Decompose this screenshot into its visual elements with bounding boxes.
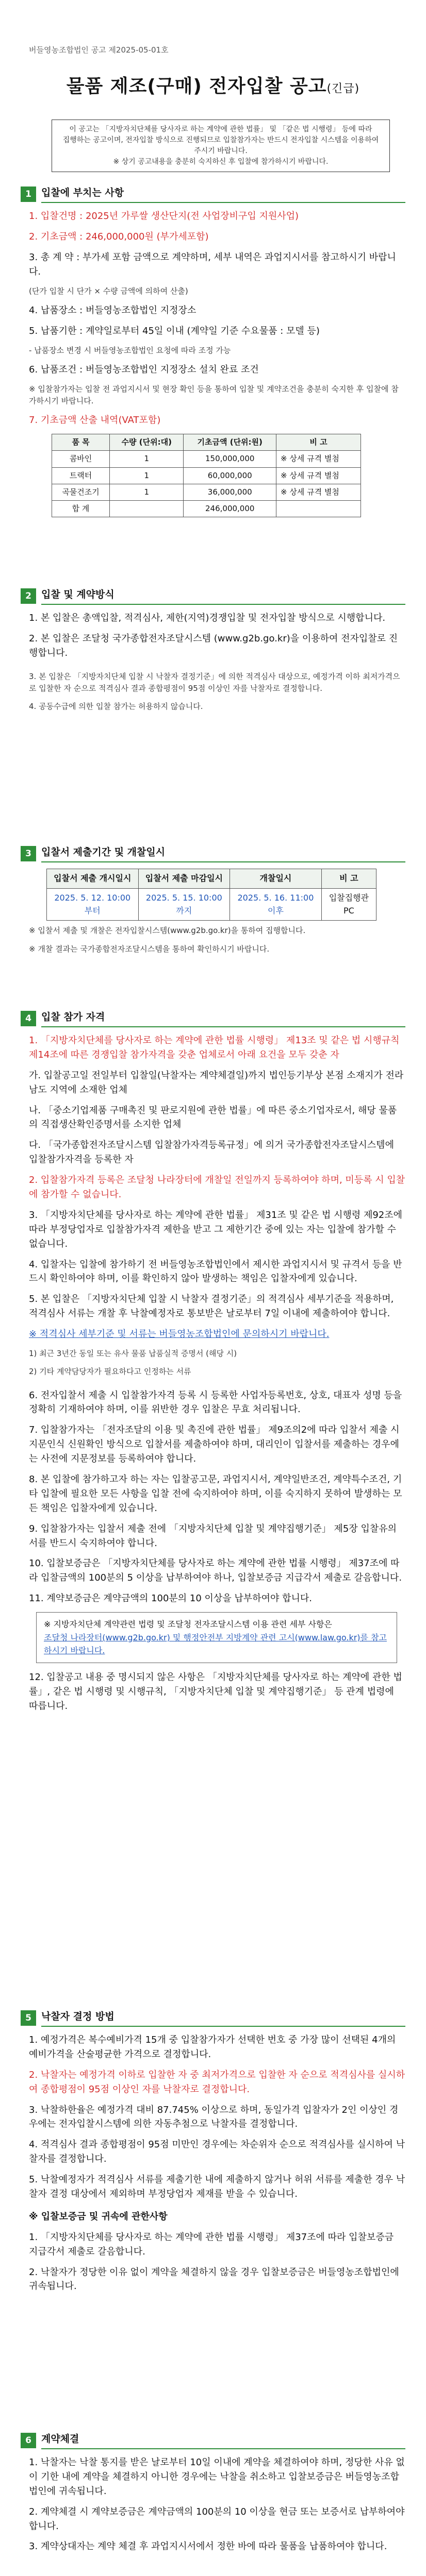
column-header: 입찰서 제출 마감일시	[138, 869, 230, 889]
notice-line: ※ 상기 공고내용을 충분히 숙지하신 후 입찰에 참가하시기 바랍니다.	[113, 158, 329, 166]
item: 3. 계약상대자는 계약 체결 후 과업지시서에서 정한 바에 따라 물품을 납품하여야 합니다.	[29, 2541, 387, 2552]
item: 1. 본 입찰은 총액입찰, 적격심사, 제한(지역)경쟁입찰 및 전자입찰 방식으로 시행합니다.	[29, 613, 386, 623]
section-header	[21, 1010, 405, 1027]
item: 7. 입찰참가자는 「전자조달의 이용 및 촉진에 관한 법률」 제9조의2에 따라 입찰서 제출 시 지문인식 신원확인 방식으로 입찰서를 제출하여야 하며, 대리인이 입찰서를 제출하는 경우에는 사전에 지문정보를 등록하여야 합니다.	[29, 1425, 400, 1465]
item: 3. 본 입찰은 「지방자치단체 입찰 시 낙찰자 결정기준」에 의한 적격심사 대상으로, 예정가격 이하 최저가격으로 입찰한 자 순으로 적격심사 결과 종합평점이 95점 이상인 자를 낙찰자로 결정합니다.	[29, 671, 400, 693]
item: - 납품장소 변경 시 버들영농조합법인 요청에 따라 조정 가능	[29, 345, 231, 355]
budget-table	[52, 434, 361, 517]
item: (단가 입찰 시 단가 × 수량 금액에 의하여 산출)	[29, 286, 188, 296]
cell: 합 계	[52, 501, 110, 517]
cell: 곡물건조기	[52, 484, 110, 500]
cell: 60,000,000	[184, 467, 276, 484]
item: 2. 입찰참가자격 등록은 조달청 나라장터에 개찰일 전일까지 등록하여야 하며, 미등록 시 입찰에 참가할 수 없습니다.	[29, 1175, 405, 1200]
cell: 246,000,000	[184, 501, 276, 517]
table-row	[52, 501, 361, 517]
section-number: 3	[21, 846, 36, 861]
section-5	[21, 2009, 405, 2300]
table-header-row	[52, 434, 361, 451]
item: 8. 본 입찰에 참가하고자 하는 자는 입찰공고문, 과업지시서, 계약일반조건, 계약특수조건, 기타 입찰에 필요한 모든 사항을 입찰 전에 숙지하여야 하며, 이를 숙지하지 못하여 발생하는 모든 책임은 입찰자에게 있습니다.	[29, 1473, 402, 1514]
item: 7. 기초금액 산출 내역(VAT포함)	[29, 415, 161, 426]
item: 1. 낙찰자는 낙찰 통지를 받은 날로부터 10일 이내에 계약을 체결하여야 하며, 정당한 사유 없이 기한 내에 계약을 체결하지 아니한 경우에는 낙찰을 취소하고 입찰보증금은 버들영농조합법인에 귀속됩니다.	[29, 2457, 405, 2497]
item: 9. 입찰참가자는 입찰서 제출 전에 「지방자치단체 입찰 및 계약집행기준」 제5장 입찰유의서를 반드시 숙지하여야 합니다.	[29, 1523, 397, 1549]
sub-title: ※ 입찰보증금 및 귀속에 관한사항	[29, 2211, 168, 2222]
section-number: 6	[21, 2433, 36, 2448]
item: 나. 「중소기업제품 구매촉진 및 판로지원에 관한 법률」에 따른 중소기업자로서, 해당 물품의 직접생산확인증명서를 소지한 업체	[29, 1105, 397, 1130]
item: 2. 낙찰자는 예정가격 이하로 입찰한 자 중 최저가격으로 입찰한 자 순으로 적격심사를 실시하여 종합평점이 95점 이상인 자를 낙찰자로 결정합니다.	[29, 2069, 405, 2095]
cell: ※ 상세 규격 별첨	[276, 467, 361, 484]
item: 2. 본 입찰은 조달청 국가종합전자조달시스템 (www.g2b.go.kr)을 이용하여 전자입찰로 진행합니다.	[29, 633, 398, 658]
item: 12. 입찰공고 내용 중 명시되지 않은 사항은 「지방자치단체를 당사자로 하는 계약에 관한 법률」, 같은 법 시행령 및 시행규칙, 「지방자치단체 입찰 및 계약집행기준」 등 관계 법령에 따릅니다.	[29, 1671, 402, 1711]
reference-link[interactable]: 조달청 나라장터(www.g2b.go.kr) 및 행정안전부 지방계약 관련 고시(www.law.go.kr)를 참고하시기 바랍니다.	[44, 1632, 387, 1656]
item: 가. 입찰공고일 전일부터 입찰일(낙찰자는 계약체결일)까지 법인등기부상 본점 소재지가 전라남도 지역에 소재한 업체	[29, 1070, 404, 1095]
section-number: 5	[21, 2010, 36, 2026]
item: 2. 계약체결 시 계약보증금은 계약금액의 100분의 10 이상을 현금 또는 보증서로 납부하여야 합니다.	[29, 2506, 405, 2532]
reference-line: ※ 지방자치단체 계약관련 법령 및 조달청 전자조달시스템 이용 관련 세부 사항은	[44, 1619, 332, 1630]
item: 1. 「지방자치단체를 당사자로 하는 계약에 관한 법률 시행령」 제37조에 따라 입찰보증금 지급각서 제출로 갈음합니다.	[29, 2231, 394, 2257]
cell: 36,000,000	[184, 484, 276, 500]
note: ※ 입찰서 제출 및 개찰은 전자입찰시스템(www.g2b.go.kr)을 통하여 집행합니다.	[29, 926, 306, 936]
title-text: 물품 제조(구매) 전자입찰 공고	[66, 76, 327, 97]
note: ※ 개찰 결과는 국가종합전자조달시스템을 통하여 확인하시기 바랍니다.	[29, 944, 270, 954]
section-header	[21, 587, 405, 605]
section-6	[21, 2432, 405, 2560]
notice-line: 집행하는 공고이며, 전자입찰 방식으로 진행되므로 입찰참가자는 반드시 전자입찰 시스템을 이용하여 주시기 바랍니다.	[62, 136, 379, 155]
cell: 1	[110, 467, 184, 484]
cell: 콤바인	[52, 451, 110, 467]
item: 4. 납품장소 : 버들영농조합법인 지정장소	[29, 304, 196, 316]
section-title: 계약체결	[41, 2432, 405, 2449]
section-number: 2	[21, 588, 36, 604]
cell: 150,000,000	[184, 451, 276, 467]
item: 3. 총 계 약 : 부가세 포함 금액으로 계약하며, 세부 내역은 과업지시서를 참고하시기 바랍니다.	[29, 251, 396, 277]
item: ※ 적격심사 세부기준 및 서류는 버들영농조합법인에 문의하시기 바랍니다.	[29, 1329, 330, 1340]
item: 2) 기타 계약담당자가 필요하다고 인정하는 서류	[29, 1367, 191, 1377]
cell	[110, 501, 184, 517]
section-title: 입찰서 제출기간 및 개찰일시	[41, 845, 405, 862]
section-header	[21, 2009, 405, 2027]
item: 1. 「지방자치단체를 당사자로 하는 계약에 관한 법률 시행령」 제13조 및 같은 법 시행규칙 제14조에 따른 경쟁입찰 참가자격을 갖춘 업체로서 아래 요건을 모두 갖춘 자	[29, 1035, 400, 1060]
table-row	[47, 888, 376, 921]
table-row	[52, 467, 361, 484]
column-header: 개찰일시	[230, 869, 322, 889]
item: 다. 「국가종합전자조달시스템 입찰참가자격등록규정」에 의거 국가종합전자조달시스템에 입찰참가자격을 등록한 자	[29, 1140, 394, 1165]
section-1	[21, 185, 405, 524]
reference-box	[36, 1612, 397, 1663]
section-header	[21, 2432, 405, 2449]
item: 6. 전자입찰서 제출 시 입찰참가자격 등록 시 등록한 사업자등록번호, 상호, 대표자 성명 등을 정확히 기재하여야 하며, 이를 위반한 경우 입찰은 무효 처리됩니다.	[29, 1389, 402, 1415]
cell: 2025. 5. 15. 10:00 까지	[138, 888, 230, 921]
cell	[276, 501, 361, 517]
cell: 입찰집행관 PC	[321, 888, 376, 921]
item: 10. 입찰보증금은 「지방자치단체를 당사자로 하는 계약에 관한 법률 시행령」 제37조에 따라 입찰금액의 100분의 5 이상을 납부하여야 하나, 입찰보증금 지급각서 제출로 갈음합니다.	[29, 1558, 402, 1584]
cell: 1	[110, 484, 184, 500]
table-row	[52, 451, 361, 467]
item: 11. 계약보증금은 계약금액의 100분의 10 이상을 납부하여야 합니다.	[29, 1593, 312, 1604]
item: 5. 납품기한 : 계약일로부터 45일 이내 (계약일 기준 수요물품 : 모델 등)	[29, 325, 320, 336]
section-number: 4	[21, 1011, 36, 1026]
item: 5. 낙찰예정자가 적격심사 서류를 제출기한 내에 제출하지 않거나 허위 서류를 제출한 경우 낙찰자 결정 대상에서 제외하며 부정당업자 제재를 받을 수 있습니다.	[29, 2174, 405, 2200]
schedule-table	[46, 869, 376, 921]
section-title: 입찰 및 계약방식	[41, 587, 405, 604]
item: 3. 「지방자치단체를 당사자로 하는 계약에 관한 법률」 제31조 및 같은 법 시행령 제92조에 따라 부정당업자로 입찰참가자격 제한을 받고 그 제한기간 중에 있는 자는 입찰에 참가할 수 없습니다.	[29, 1209, 403, 1249]
section-title: 입찰 참가 자격	[41, 1010, 405, 1027]
notice-line: 이 공고는 「지방자치단체를 당사자로 하는 계약에 관한 법률」 및 「같은 법 시행령」 등에 따라	[69, 125, 372, 133]
cell: 2025. 5. 12. 10:00 부터	[47, 888, 139, 921]
column-header: 수량 (단위:대)	[110, 434, 184, 451]
item: 2. 낙찰자가 정당한 이유 없이 계약을 체결하지 않을 경우 입찰보증금은 버들영농조합법인에 귀속됩니다.	[29, 2266, 399, 2292]
item: 1. 예정가격은 복수예비가격 15개 중 입찰참가자가 선택한 번호 중 가장 많이 선택된 4개의 예비가격을 산술평균한 가격으로 결정합니다.	[29, 2035, 396, 2060]
column-header: 비 고	[276, 434, 361, 451]
section-header	[21, 185, 405, 203]
column-header: 비 고	[321, 869, 376, 889]
item: 4. 적격심사 결과 종합평점이 95점 미만인 경우에는 차순위자 순으로 적격심사를 실시하여 낙찰자를 결정합니다.	[29, 2139, 405, 2165]
item: 1) 최근 3년간 동일 또는 유사 물품 납품실적 증명서 (해당 시)	[29, 1349, 237, 1359]
item: 6. 납품조건 : 버들영농조합법인 지정장소 설치 완료 조건	[29, 364, 259, 375]
item: 1. 입찰건명 : 2025년 가루쌀 생산단지(전 사업장비구입 지원사업)	[29, 211, 299, 222]
column-header: 기초금액 (단위:원)	[184, 434, 276, 451]
item: 4. 공동수급에 의한 입찰 참가는 허용하지 않습니다.	[29, 702, 203, 711]
cell: 1	[110, 451, 184, 467]
table-header-row	[47, 869, 376, 889]
item: 5. 본 입찰은 「지방자치단체 입찰 시 낙찰자 결정기준」의 적격심사 세부기준을 적용하며, 적격심사 서류는 개찰 후 낙찰예정자로 통보받은 날로부터 7일 이내에 제출하여야 합니다.	[29, 1294, 394, 1319]
cell: 2025. 5. 16. 11:00 이후	[230, 888, 322, 921]
notice-box	[52, 120, 390, 172]
column-header: 품 목	[52, 434, 110, 451]
item: 4. 입찰자는 입찰에 참가하기 전 버들영농조합법인에서 제시한 과업지시서 및 규격서 등을 반드시 확인하여야 하며, 이를 확인하지 않아 발생하는 책임은 입찰자에게 있습니다.	[29, 1259, 402, 1284]
title-urgent: (긴급)	[326, 82, 360, 95]
page-title	[0, 72, 426, 101]
section-title: 낙찰자 결정 방법	[41, 2009, 405, 2026]
cell: ※ 상세 규격 별첨	[276, 484, 361, 500]
section-title: 입찰에 부치는 사항	[41, 185, 405, 202]
cell: 트랙터	[52, 467, 110, 484]
section-4	[21, 1010, 405, 1720]
section-2	[21, 587, 405, 719]
item: 3. 낙찰하한율은 예정가격 대비 87.745% 이상으로 하며, 동일가격 입찰자가 2인 이상인 경우에는 전자입찰시스템에 의한 자동추첨으로 낙찰자를 결정합니다.	[29, 2104, 399, 2130]
column-header: 입찰서 제출 개시일시	[47, 869, 139, 889]
section-number: 1	[21, 187, 36, 202]
cell: ※ 상세 규격 별첨	[276, 451, 361, 467]
section-header	[21, 845, 405, 862]
item: 2. 기초금액 : 246,000,000원 (부가세포함)	[29, 231, 209, 242]
table-row	[52, 484, 361, 500]
doc-number: 버들영농조합법인 공고 제2025-05-01호	[29, 45, 169, 55]
item: ※ 입찰참가자는 입찰 전 과업지시서 및 현장 확인 등을 통하여 입찰 및 계약조건을 충분히 숙지한 후 입찰에 참가하시기 바랍니다.	[29, 384, 399, 405]
section-3	[21, 845, 405, 961]
